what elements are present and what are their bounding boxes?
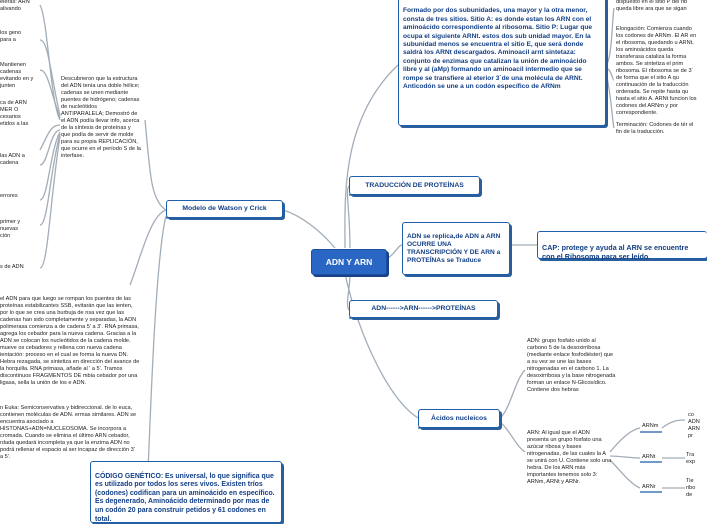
codigo-genetico-node[interactable] bbox=[90, 461, 282, 523]
traduccion-node[interactable] bbox=[349, 176, 480, 195]
cap-text: CAP: protege y ayuda al ARN se encuentre con el Ribosoma para ser leído. bbox=[542, 243, 689, 261]
elongacion-note: Elongación: Comienza cuando los codones de ARNm. El AR en el ribosoma, quedando u ARNt, los aminoácidos queda transferasa cataliza la forma ambos. Se sintetiza el prim ribosoma. El ribosoma se de 3´ de forma que el sitio A qu continuación de la traducción ordenada. Se repite hasta qu hasta el sitio A. ARNt funcion los codones del ARNm y por correspondiente. bbox=[616, 26, 697, 116]
cap-node[interactable] bbox=[537, 231, 707, 259]
traduccion-label: TRADUCCIÓN DE PROTEÍNAS bbox=[365, 182, 464, 189]
left-fragment-2: ca de ARN MER O cesarios etidos a las bbox=[0, 100, 29, 127]
watson-crick-node[interactable] bbox=[166, 200, 283, 218]
adn-description: ADN: grupo fosfato unido al carbono 5 de la desoxirribosa (mediante enlace fosfodiéster) que a su vez se une las bases nitrogenadas en el carbono 1. La desoxirribosa y la base nitrogenada forman un enlace N-Glicosídico. Contiene dos hebras bbox=[527, 338, 616, 393]
flujo-node[interactable] bbox=[349, 300, 498, 318]
left-fragment-8: eleras: ARN alivando bbox=[0, 0, 30, 12]
root-node[interactable] bbox=[311, 249, 387, 275]
arnt-text: Tra exp bbox=[686, 452, 696, 465]
arnr-text: Tie ribo de bbox=[686, 478, 696, 498]
watson-crick-label: Modelo de Watson y Crick bbox=[182, 205, 267, 212]
left-fragment-5: primer y nuevas ción bbox=[0, 219, 21, 239]
acidos-node[interactable] bbox=[418, 409, 500, 428]
left-fragment-3: las ADN a cadena bbox=[0, 153, 25, 166]
root-title: ADN Y ARN bbox=[325, 257, 373, 267]
replication-note: el ADN para que luego se rompan los puentes de las proteínas estabilizantes SSB, evitarán que las ienten, por lo que se crea una burbuja de nsa vez que las cadenas han sido completamente y separadas, la ADN polimerasa comienza a de cadena 5' a 3'. RNA primasa, agrega los cebador para la nueva cadena. Gracias a la ADN se colocan los nucleótidos de la cadena molde. mueve os cebadores y rellena con nueva cadena ientación: proceso en el cual se forma la nueva DN. Hebra rezagada, se sintetiza en dirección del avance de la horquilla. RNA primasa, añade al ' a 5'. Tramos discontinuos FRAGMENTOS DE mbia cebador por una ligasa, sella la unión de los e ADN. bbox=[0, 296, 140, 386]
arnr-label: ARNr bbox=[642, 484, 656, 490]
ribosoma-node[interactable] bbox=[398, 0, 606, 126]
left-fragment-1: Mantienen cadenas evitando en y junten bbox=[0, 62, 34, 89]
arnm-label: ARNm bbox=[642, 423, 659, 429]
acidos-label: Ácidos nucleicos bbox=[431, 415, 487, 422]
descubrieron-note: Descubrieron que la estructura del ADN tenía una doble hélice; cadenas se unen mediante puentes de hidrógeno; cadenas de nucleótidos ANTIPARALELA; Demostró de el ADN podía llevar info, acerca de la síntesis de proteínas y que podía de servir de molde para su propia REPLICACIÓN, que ocurre en el período S de la interfase. bbox=[61, 76, 141, 159]
arnm-text: co ADN ARN pr bbox=[688, 412, 700, 439]
top-right-note: dispuesto en el sitio P del rib queda libre ara que se sigan bbox=[616, 0, 688, 12]
left-fragment-7: los geno para a bbox=[0, 30, 22, 43]
terminacion-note: Terminación: Codones de tér el fin de la traducción. bbox=[616, 122, 694, 135]
ribosoma-text: Formado por dos subunidades, una mayor y la otra menor, consta de tres sitios. Sitio A: es donde estan los ARN con el aminoácido correspondiente al ribosoma. Sitio P: Lugar que ocupa el siguiente ARNt. estos dos sub unidad mayor. En la subunidad menos se encuentra el sitio E, que será donde saldrá los ARNt descargados. Aminoacil arnt sintetaza: conjunto de enzimas que catalizan la unión de aminoácido libre y al (aMp) formando un aminoacil intermedio que se rompe se transfiere al eterior 3´de una molécula de ARNt. Anticodón se une a un codón específico de ARNm bbox=[403, 7, 593, 91]
left-fragment-4: errores bbox=[0, 193, 18, 199]
replica-node[interactable] bbox=[402, 222, 510, 275]
codigo-genetico-text: CÓDIGO GENÉTICO: Es universal, lo que significa que es utilizado por todos los seres vivos. Existen tríos (codones) codifican para un aminoácido en específico. Es degenerado, Aminoácido determinado por mas de un codón 20 para construir petidos y 61 codones en total. bbox=[95, 472, 275, 523]
left-fragment-6: s de ADN bbox=[0, 264, 24, 270]
flujo-label: ADN------>ARN------>PROTEÍNAS bbox=[371, 305, 476, 312]
arn-description: ARN: Al igual que el ADN presenta un grupo fosfato una azúcar ribosa y bases nitrogenadas, de las cuales la A se unirá con U. Contiene solo una hebra. De los ARN más importantes tenemos solo 3: ARNm, ARNt y ARNr. bbox=[527, 430, 612, 485]
replica-label: ADN se replica,de ADN a ARN OCURRE UNA TRANSCRIPCIÓN Y DE ARN a PROTEÍNAs se Traduce bbox=[407, 233, 501, 264]
arnt-label: ARNt bbox=[642, 454, 656, 460]
eukaryote-note: n Euka: Semiconservativa y bidireccional. de lo euca, contienen moléculas de ADN. ermas similares. ADN se encuentra asociado a HISTONAS+ADN=NUCLEOSOMA. Se incorpora a cromada. Cuando se elimina el último ARN cebador, rdada quedará incompleta ya que la enzima ADN no podrá rellenar el espacio al ser incapaz de dirección 3' a 5'. bbox=[0, 405, 137, 460]
